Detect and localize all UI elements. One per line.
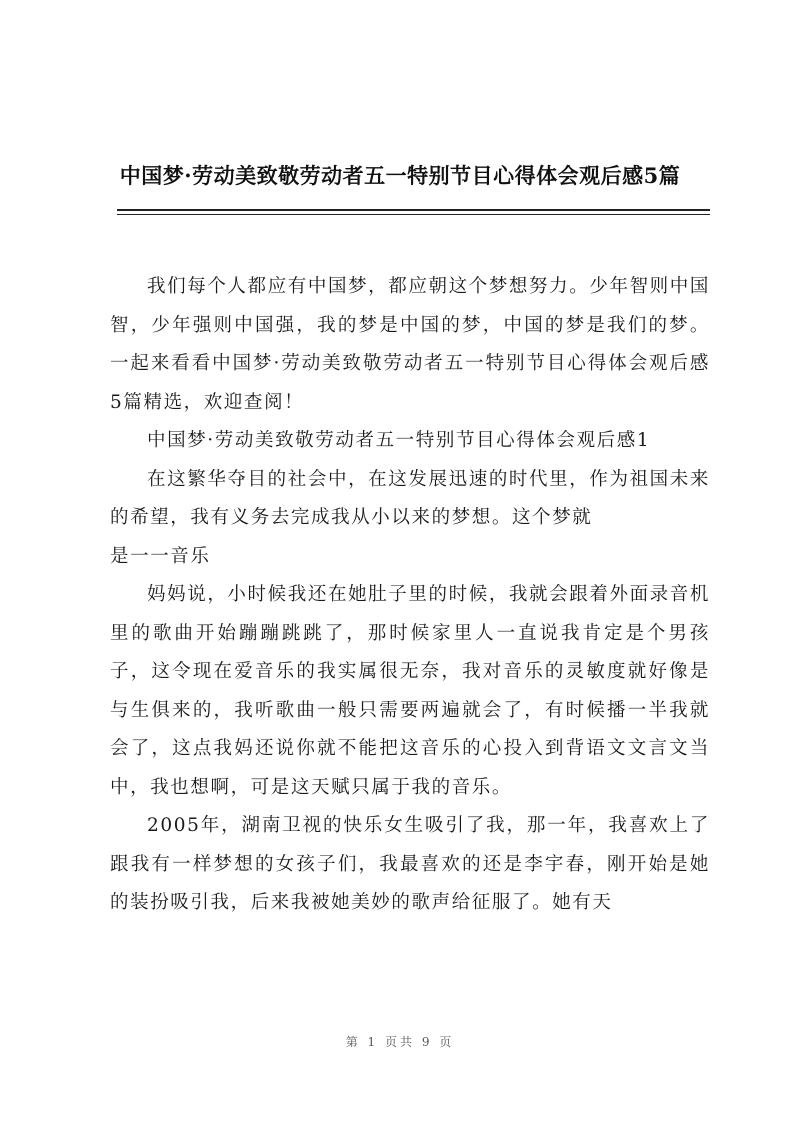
intro-paragraph: 我们每个人都应有中国梦，都应朝这个梦想努力。少年智则中国智，少年强则中国强，我的梦是中国的梦，中国的梦是我们的梦。一起来看看中国梦·劳动美致敬劳动者五一特别节目心得体会观后感5篇精选，欢迎查阅！ — [110, 276, 710, 413]
body-paragraph: 妈妈说，小时候我还在她肚子里的时候，我就会跟着外面录音机里的歌曲开始蹦蹦跳跳了，那时候家里人一直说我肯定是个男孩子，这令现在爱音乐的我实属很无奈，我对音乐的灵敏度就好像是与生俱来的，我听歌曲一般只需要两遍就会了，有时候播一半我就会了，这点我妈还说你就不能把这音乐的心投入到背语文文言文当中，我也想啊，可是这天赋只属于我的音乐。 — [110, 584, 710, 798]
page-footer: 第 1 页共 9 页 — [345, 1035, 455, 1049]
section-heading: 中国梦·劳动美致敬劳动者五一特别节目心得体会观后感1 — [147, 430, 651, 451]
title-rule-thin — [117, 214, 710, 215]
document-body — [110, 268, 710, 923]
title-rule-thick — [117, 209, 710, 211]
document-title: 中国梦·劳动美致敬劳动者五一特别节目心得体会观后感5篇 — [119, 163, 681, 188]
body-paragraph-continuation: 是一一音乐 — [110, 545, 211, 567]
body-paragraph: 在这繁华夺目的社会中，在这发展迅速的时代里，作为祖国未来的希望，我有义务去完成我从小以来的梦想。这个梦就 — [110, 468, 710, 528]
body-paragraph: 2005年，湖南卫视的快乐女生吸引了我，那一年，我喜欢上了跟我有一样梦想的女孩子们，我最喜欢的还是李宇春，刚开始是她的装扮吸引我，后来我被她美妙的歌声给征服了。她有天 — [110, 815, 710, 913]
